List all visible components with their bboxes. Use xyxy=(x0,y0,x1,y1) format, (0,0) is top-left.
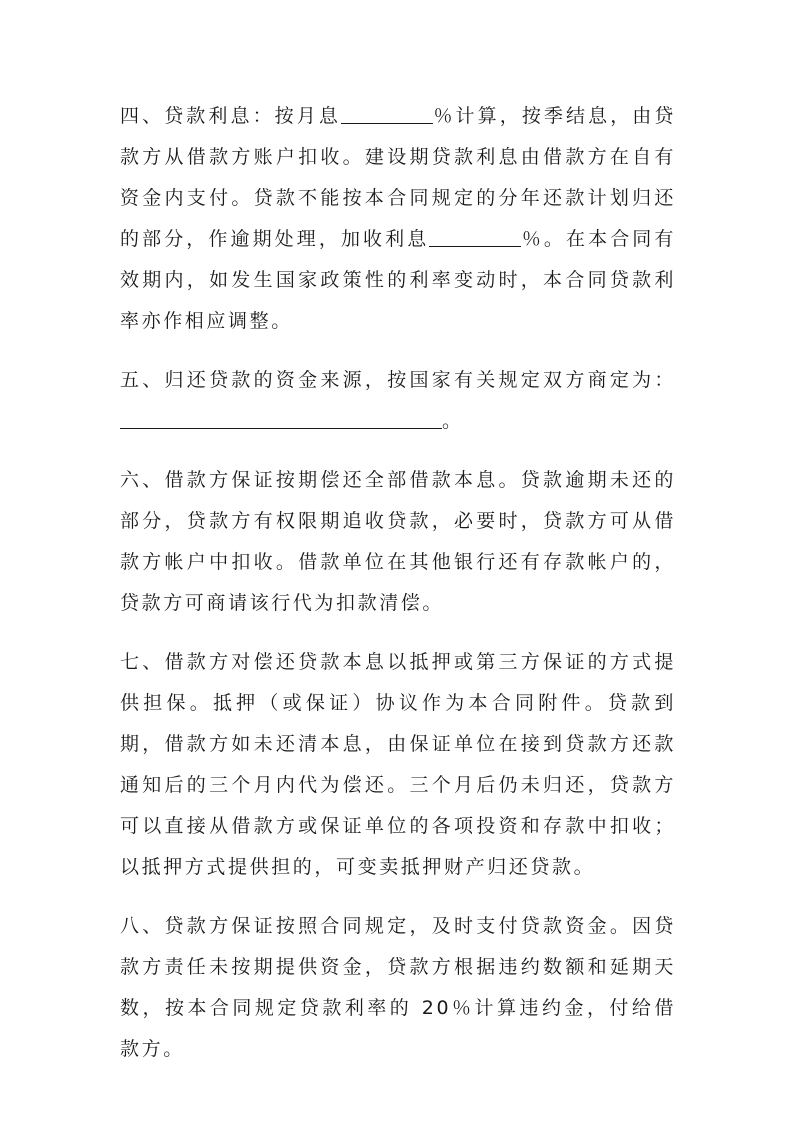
clause-7-paragraph xyxy=(120,642,676,888)
fill-in-blank xyxy=(429,227,521,247)
clause-text: 四、贷款利息：按月息 xyxy=(120,105,341,127)
clause-text: 五、归还贷款的资金来源，按国家有关规定双方商定为： xyxy=(120,369,676,391)
clause-text: 七、借款方对偿还贷款本息以抵押或第三方保证的方式提供担保。抵押（或保证）协议作为本合同附件。贷款到期，借款方如未还清本息，由保证单位在接到贷款方还款通知后的三个月内代为偿还。三个月后仍未归还，贷款方可以直接从借款方或保证单位的各项投资和存款中扣收；以抵押方式提供担的，可变卖抵押财产归还贷款。 xyxy=(120,651,676,878)
clause-8-paragraph xyxy=(120,906,676,1070)
contract-body xyxy=(120,96,676,1070)
clause-text: 。 xyxy=(442,410,464,432)
clause-6-paragraph xyxy=(120,460,676,624)
clause-4-paragraph xyxy=(120,96,676,342)
clause-text: ％。在本合同有效期内，如发生国家政策性的利率变动时，本合同贷款利率亦作相应调整。 xyxy=(120,228,676,332)
clause-text: 八、贷款方保证按照合同规定，及时支付贷款资金。因贷款方责任未按期提供资金，贷款方根据违约数额和延期天数，按本合同规定贷款利率的 20％计算违约金，付给借款方。 xyxy=(120,915,676,1060)
fill-in-blank xyxy=(120,409,442,429)
clause-text: ％计算，按季结息，由贷款方从借款方账户扣收。建设期贷款利息由借款方在自有资金内支付。贷款不能按本合同规定的分年还款计划归还的部分，作逾期处理，加收利息 xyxy=(120,105,676,250)
clause-5-paragraph xyxy=(120,360,676,442)
clause-text: 六、借款方保证按期偿还全部借款本息。贷款逾期未还的部分，贷款方有权限期追收贷款，必要时，贷款方可从借款方帐户中扣收。借款单位在其他银行还有存款帐户的，贷款方可商请该行代为扣款清偿。 xyxy=(120,469,676,614)
fill-in-blank xyxy=(341,104,433,124)
